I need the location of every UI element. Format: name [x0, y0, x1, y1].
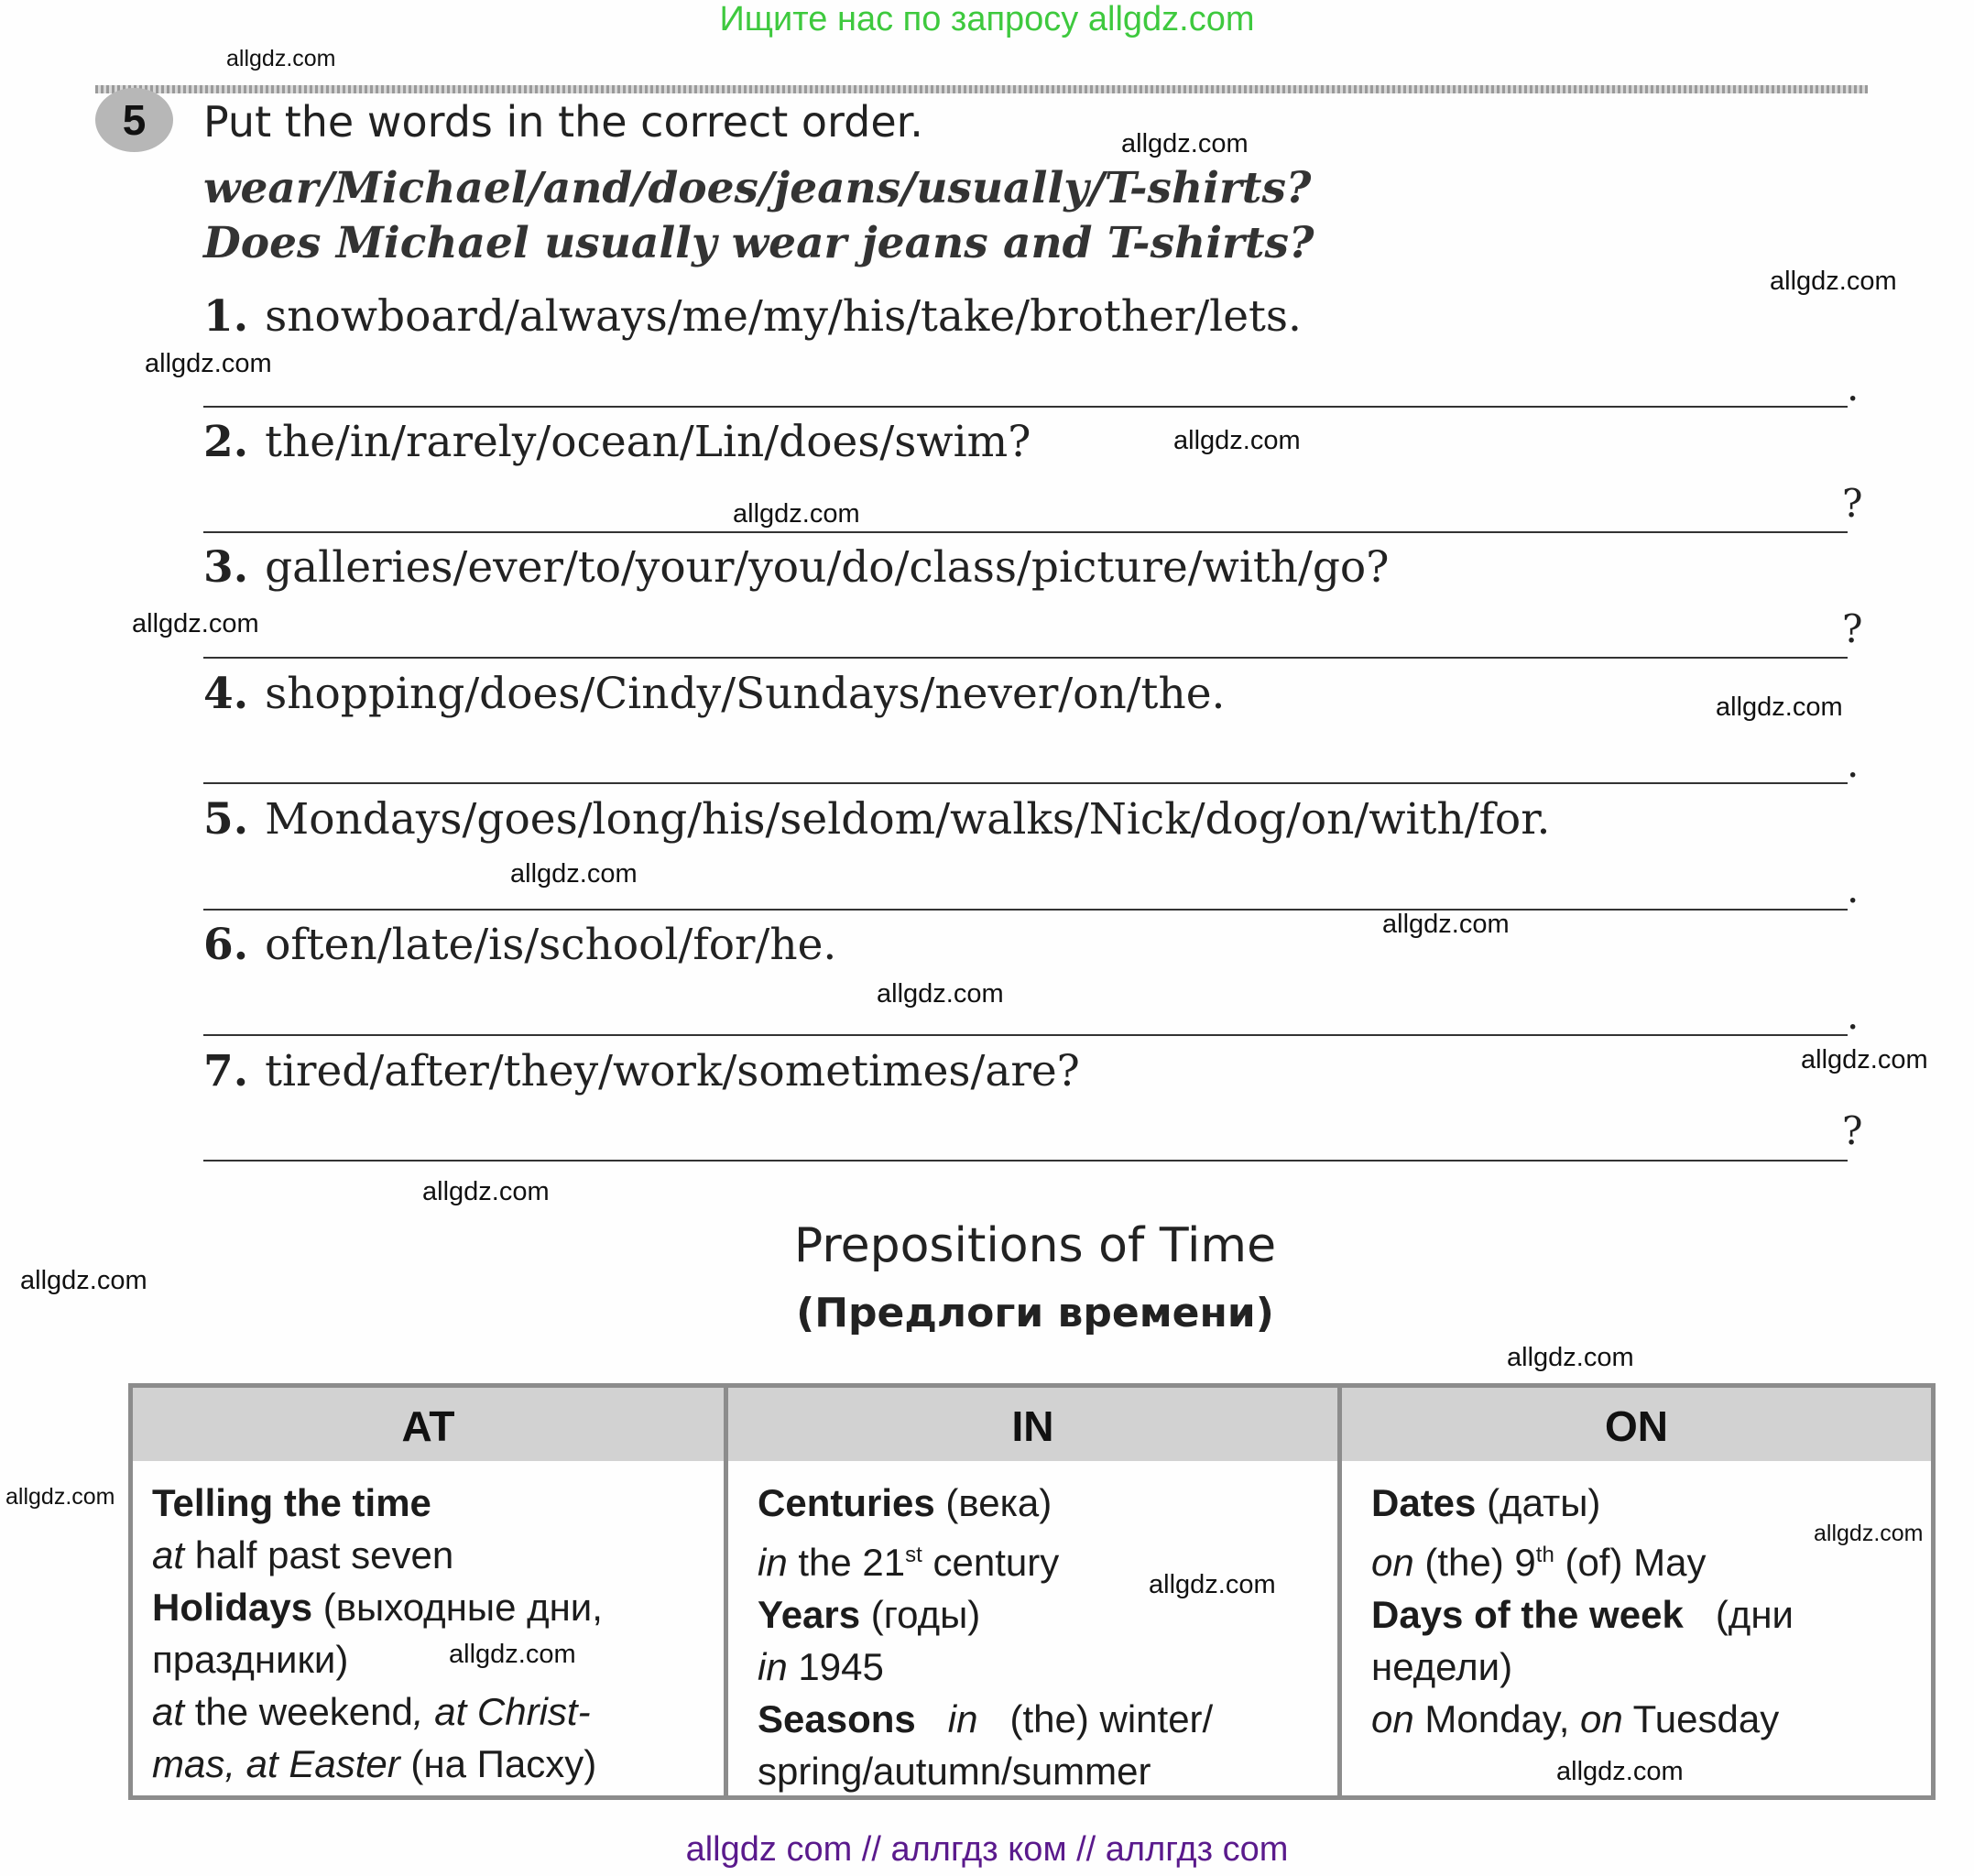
- answer-end-punct: ?: [1842, 1108, 1863, 1153]
- example: , at Christ-: [412, 1690, 591, 1733]
- column-header-on: ON: [1605, 1402, 1668, 1450]
- item-number: 7.: [203, 1046, 249, 1096]
- answer-end-punct: .: [1847, 867, 1859, 911]
- exercise-item: [203, 920, 836, 970]
- example: Monday,: [1413, 1697, 1581, 1740]
- example: the 21: [787, 1541, 906, 1584]
- translation: (годы): [860, 1593, 981, 1636]
- translation: (века): [934, 1481, 1052, 1524]
- example: century: [922, 1541, 1060, 1584]
- watermark[interactable]: allgdz.com: [733, 499, 860, 529]
- answer-end-punct: ?: [1842, 481, 1863, 526]
- item-number: 5.: [203, 794, 249, 845]
- ordinal-suffix: th: [1535, 1543, 1554, 1567]
- example: Tuesday: [1622, 1697, 1780, 1740]
- exercise-item: [203, 417, 1031, 467]
- item-words: Mondays/goes/long/his/seldom/walks/Nick/dog/on/with/for.: [265, 794, 1551, 845]
- preposition: in: [937, 1697, 978, 1740]
- exercise-instruction: Put the words in the correct order.: [203, 97, 923, 147]
- answer-line[interactable]: [203, 1034, 1848, 1036]
- example-scrambled: wear/Michael/and/does/jeans/usually/T-shirts?: [203, 163, 1312, 213]
- watermark[interactable]: allgdz.com: [5, 1484, 115, 1510]
- ordinal-suffix: st: [905, 1543, 922, 1567]
- answer-line[interactable]: [203, 909, 1848, 911]
- column-header-in: IN: [1011, 1402, 1054, 1450]
- section-subtitle: (Предлоги времени): [796, 1290, 1274, 1336]
- example: mas, at Easter: [152, 1742, 400, 1785]
- category-label: Telling the time: [152, 1481, 431, 1524]
- item-number: 6.: [203, 920, 249, 970]
- preposition: in: [758, 1645, 788, 1688]
- example: half past seven: [184, 1533, 454, 1576]
- watermark[interactable]: allgdz.com: [510, 859, 638, 889]
- item-words: often/late/is/school/for/he.: [265, 920, 837, 970]
- exercise-item: [203, 794, 1550, 845]
- example: (the) winter/: [998, 1697, 1214, 1740]
- in-cell: [758, 1477, 1213, 1797]
- preposition: at: [152, 1690, 185, 1733]
- translation: (дни: [1705, 1593, 1794, 1636]
- watermark[interactable]: allgdz.com: [1814, 1521, 1924, 1546]
- category-label: Centuries: [758, 1481, 935, 1524]
- item-words: shopping/does/Cindy/Sundays/never/on/the.: [265, 669, 1226, 719]
- watermark[interactable]: allgdz.com: [226, 46, 336, 71]
- item-number: 1.: [203, 291, 249, 342]
- translation: (на Пасху): [399, 1742, 597, 1785]
- answer-line[interactable]: [203, 657, 1848, 659]
- exercise-item: [203, 669, 1225, 719]
- answer-end-punct: .: [1847, 365, 1859, 409]
- example: the weekend: [184, 1690, 413, 1733]
- watermark[interactable]: allgdz.com: [1507, 1343, 1634, 1372]
- answer-end-punct: .: [1847, 741, 1859, 786]
- item-words: galleries/ever/to/your/you/do/class/picture/with/go?: [265, 542, 1390, 593]
- watermark[interactable]: allgdz.com: [1801, 1045, 1928, 1074]
- example: 1945: [787, 1645, 884, 1688]
- answer-line[interactable]: [203, 1160, 1848, 1162]
- item-words: the/in/rarely/ocean/Lin/does/swim?: [265, 417, 1031, 467]
- watermark[interactable]: allgdz.com: [1121, 129, 1249, 158]
- category-label: Years: [758, 1593, 861, 1636]
- preposition: on: [1371, 1541, 1414, 1584]
- column-header-at: AT: [401, 1402, 455, 1450]
- item-number: 3.: [203, 542, 249, 593]
- at-cell: [152, 1477, 603, 1790]
- example: spring/autumn/summer: [758, 1750, 1151, 1793]
- item-number: 2.: [203, 417, 249, 467]
- item-words: tired/after/they/work/sometimes/are?: [265, 1046, 1080, 1096]
- example: (of) May: [1554, 1541, 1707, 1584]
- watermark[interactable]: allgdz.com: [132, 609, 259, 638]
- answer-line[interactable]: [203, 782, 1848, 784]
- exercise-item: [203, 542, 1389, 593]
- site-footer[interactable]: allgdz com // аллгдз ком // аллгдз com: [685, 1830, 1289, 1869]
- header-rule: [95, 85, 1868, 93]
- translation: праздники): [152, 1638, 349, 1681]
- watermark[interactable]: allgdz.com: [1382, 910, 1510, 939]
- translation: (даты): [1476, 1481, 1601, 1524]
- item-words: snowboard/always/me/my/his/take/brother/lets.: [265, 291, 1302, 342]
- translation: недели): [1371, 1645, 1513, 1688]
- exercise-item: [203, 291, 1302, 342]
- watermark[interactable]: allgdz.com: [145, 349, 272, 378]
- answer-end-punct: .: [1847, 993, 1859, 1038]
- site-banner[interactable]: Ищите нас по запросу allgdz.com: [719, 0, 1255, 38]
- answer-end-punct: ?: [1842, 606, 1863, 651]
- watermark[interactable]: allgdz.com: [20, 1266, 147, 1295]
- watermark[interactable]: allgdz.com: [1556, 1757, 1684, 1786]
- preposition: at: [152, 1533, 185, 1576]
- on-cell: [1371, 1477, 1794, 1745]
- preposition: on: [1580, 1697, 1623, 1740]
- section-title: Prepositions of Time: [793, 1218, 1277, 1273]
- category-label: Dates: [1371, 1481, 1477, 1524]
- exercise-item: [203, 1046, 1080, 1096]
- translation: (выходные дни,: [312, 1586, 603, 1629]
- answer-line[interactable]: [203, 406, 1848, 408]
- watermark[interactable]: allgdz.com: [1770, 267, 1897, 296]
- category-label: Seasons: [758, 1697, 916, 1740]
- watermark[interactable]: allgdz.com: [449, 1640, 576, 1669]
- category-label: Holidays: [152, 1586, 313, 1629]
- category-label: Days of the week: [1371, 1593, 1684, 1636]
- watermark[interactable]: allgdz.com: [877, 979, 1004, 1009]
- watermark[interactable]: allgdz.com: [1716, 693, 1843, 722]
- answer-line[interactable]: [203, 531, 1848, 533]
- watermark[interactable]: allgdz.com: [422, 1177, 550, 1206]
- watermark[interactable]: allgdz.com: [1149, 1570, 1276, 1599]
- watermark[interactable]: allgdz.com: [1173, 426, 1301, 455]
- example: (the) 9: [1413, 1541, 1536, 1584]
- example-answer: Does Michael usually wear jeans and T-shirts?: [203, 218, 1314, 268]
- exercise-number-badge: 5: [95, 88, 173, 152]
- preposition: on: [1371, 1697, 1414, 1740]
- preposition: in: [758, 1541, 788, 1584]
- item-number: 4.: [203, 669, 249, 719]
